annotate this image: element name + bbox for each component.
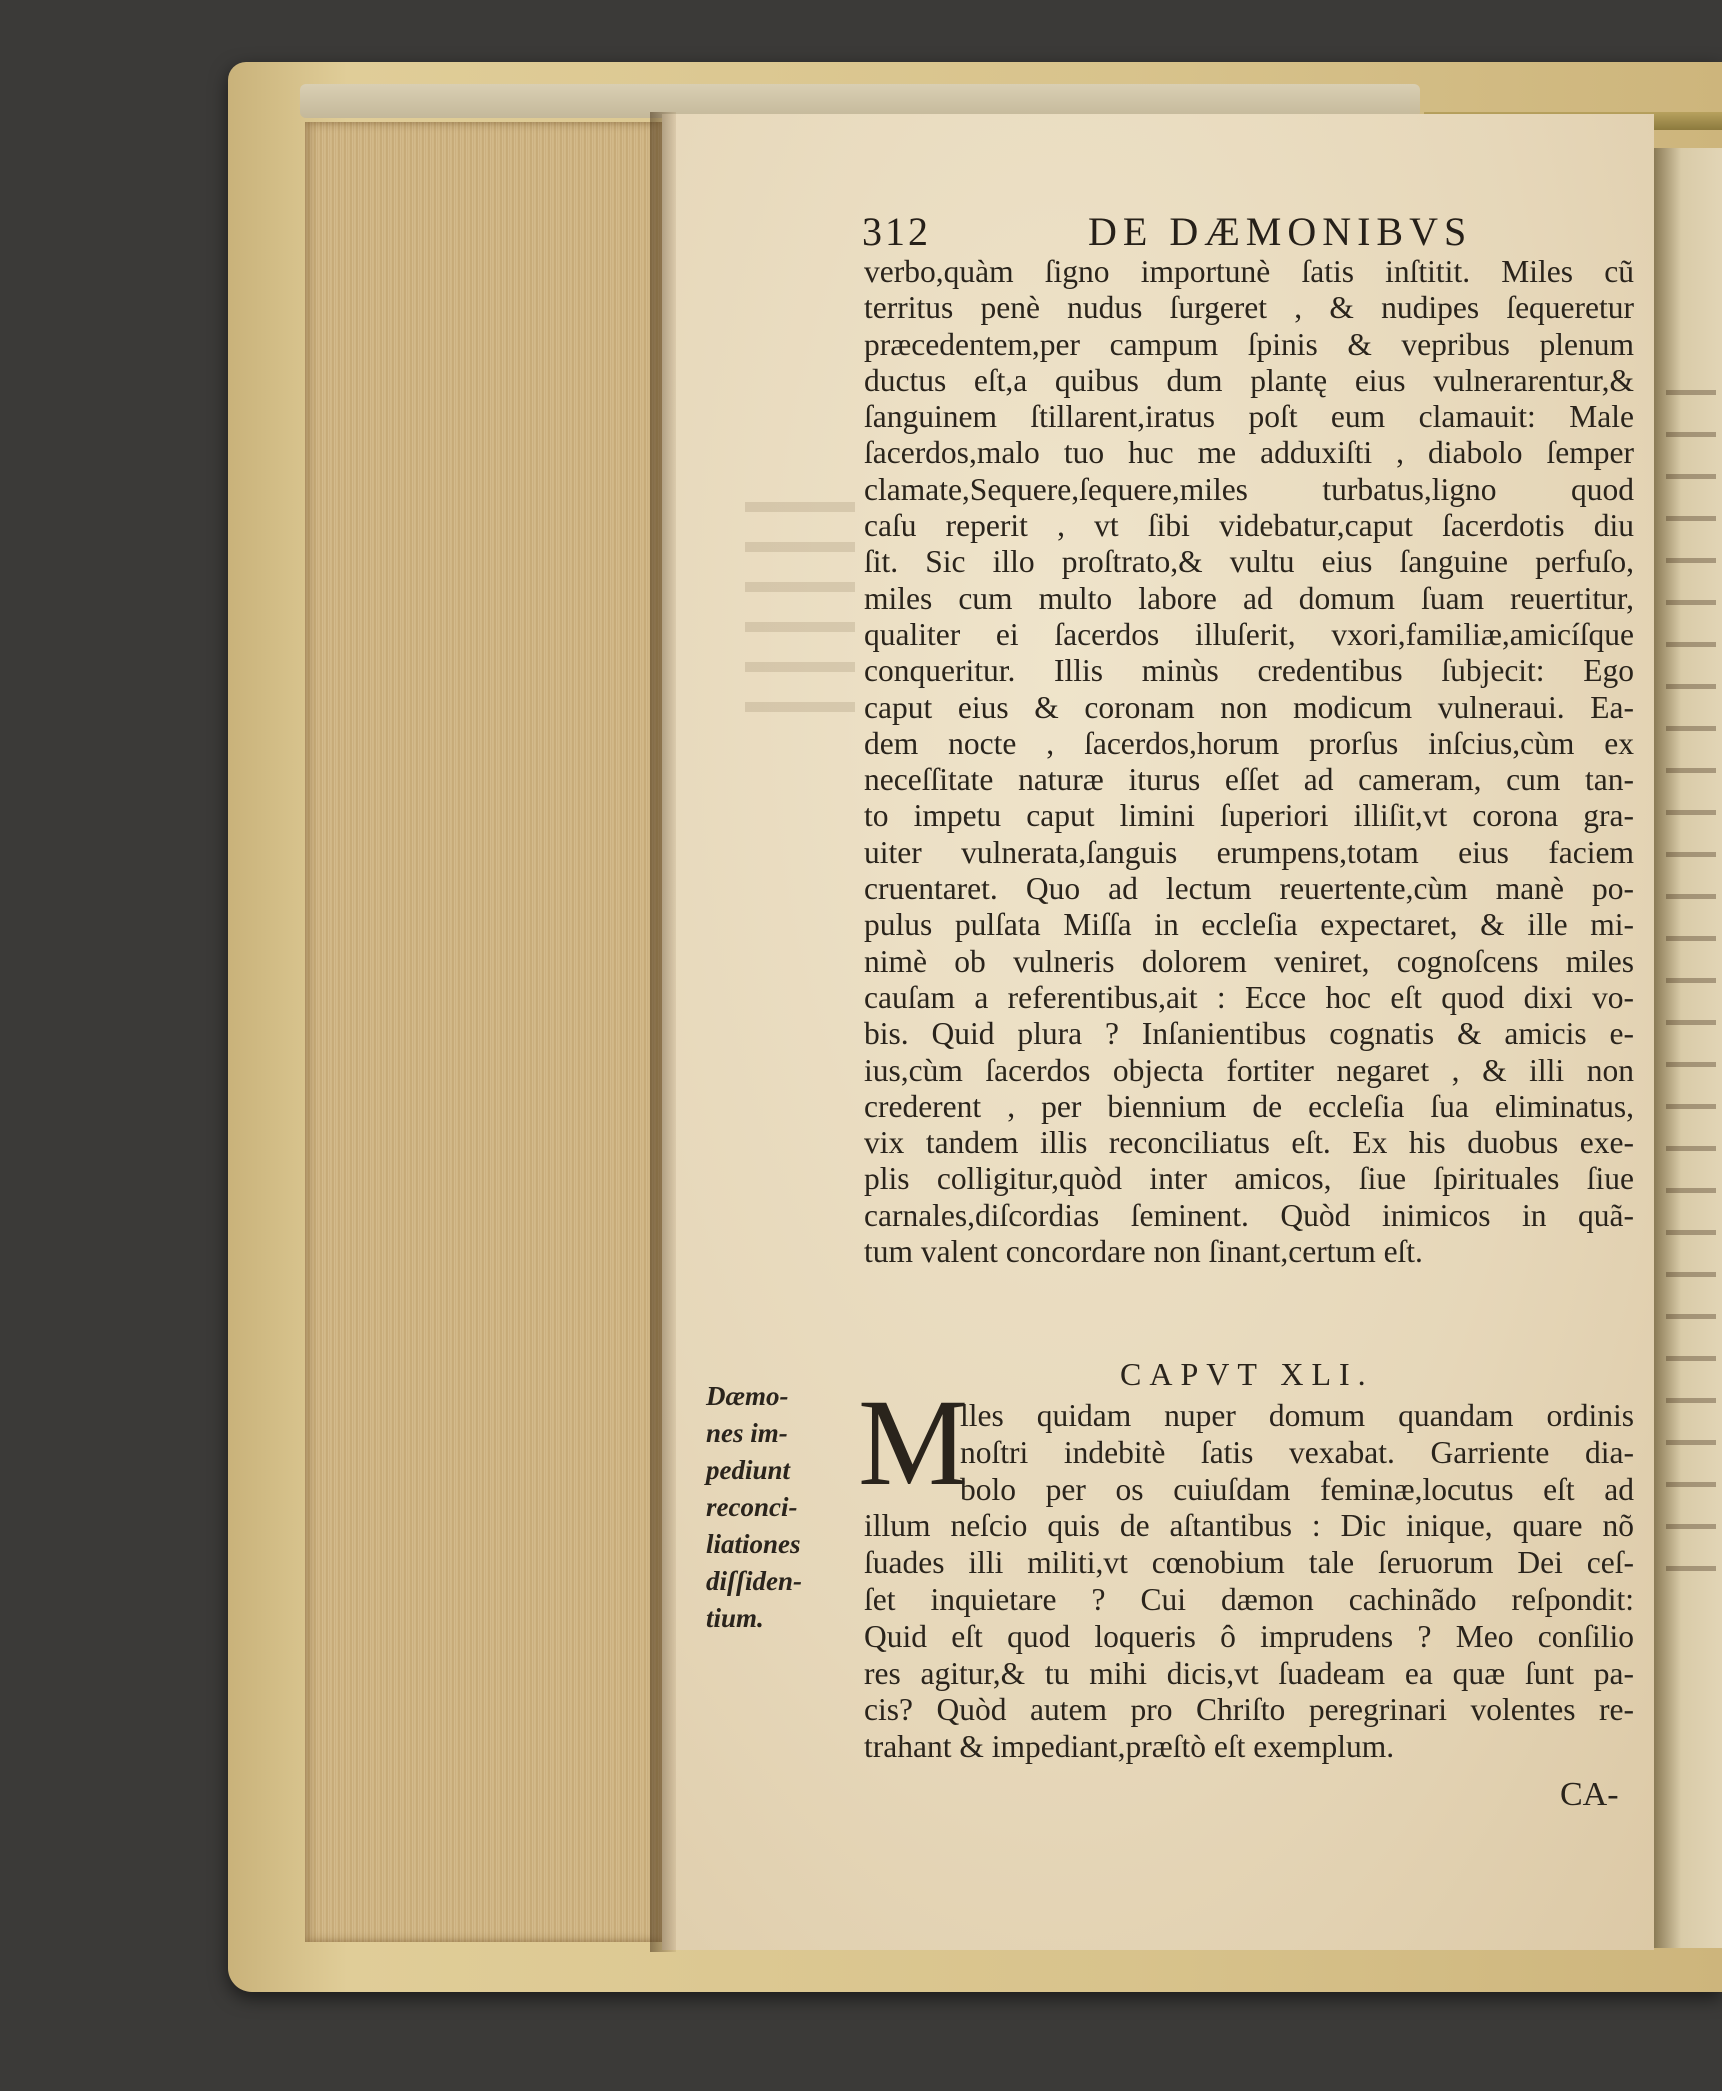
text-line: verbo,quàm ſigno importunè ſatis inſtitit. Miles cũ [864,254,1634,289]
text-line: præcedentem,per campum ſpinis & vepribus plenum [864,326,1634,362]
text-line: lles quidam nuper domum quandam ordinis [960,1398,1634,1433]
text-line: trahant & impediant,præſtò eſt exemplum. [864,1729,1395,1765]
marginal-note-line: pediunt [706,1455,791,1485]
running-head [862,208,1582,258]
main-text-block [864,254,1634,1270]
text-line: qualiter ei ſacerdos illuſerit, vxori,familiæ,amicíſque [864,616,1634,652]
text-line: cruentaret. Quo ad lectum reuertente,cùm manè po- [864,871,1634,907]
text-line: pulus pulſata Miſſa in eccleſia expectaret, & ille mi- [864,907,1634,943]
catchword: CA- [1560,1776,1619,1813]
marginal-note-line: tium. [706,1603,764,1633]
text-line: clamate,Sequere,ſequere,miles turbatus,ligno quod [864,471,1634,507]
text-line: cis? Quòd autem pro Chriſto peregrinari volentes re- [864,1692,1634,1728]
text-line: ius,cùm ſacerdos objecta fortiter negaret , & illi non [864,1052,1634,1088]
text-line: ſanguinem ſtillarent,iratus poſt eum clamauit: Male [864,399,1634,435]
text-line: tum valent concordare non ſinant,certum eſt. [864,1234,1423,1270]
chapter-heading: CAPVT XLI. [1120,1356,1374,1392]
binding-top-edge [300,84,1420,118]
text-line: bis. Quid plura ? Inſanientibus cognatis & amicis e- [864,1016,1634,1052]
text-line: ſit. Sic illo proſtrato,& vultu eius ſanguine perfuſo, [864,544,1634,580]
text-line: dem nocte , ſacerdos,horum prorſus inſcius,cùm ex [864,725,1634,761]
facing-page-text-fragment [1666,360,1716,1600]
marginal-note-line: reconci- [706,1492,798,1522]
text-line: illum neſcio quis de aſtantibus : Dic inique, quare nõ [864,1508,1634,1544]
text-line: to impetu caput limini ſuperiori illiſit,vt corona gra- [864,798,1634,834]
text-line: crederent , per biennium de eccleſia ſua eliminatus, [864,1088,1634,1124]
marginal-note [706,1378,836,1637]
page-edges-stack [305,122,663,1942]
drop-capital: M [858,1374,969,1511]
text-line: carnales,diſcordias ſeminent. Quòd inimicos in quã- [864,1197,1634,1233]
text-line: caſu reperit , vt ſibi videbatur,caput ſacerdotis diu [864,508,1634,544]
chapter-text-block [864,1398,1634,1766]
text-line: vix tandem illis reconciliatus eſt. Ex his duobus exe- [864,1125,1634,1161]
running-head-title: DE DÆMONIBVS [1088,209,1473,254]
text-line: neceſſitate naturæ iturus eſſet ad cameram, cum tan- [864,762,1634,798]
marginal-note-line: liationes [706,1529,801,1559]
page-number: 312 [862,209,931,254]
show-through-text [745,480,855,720]
text-line: Quid eſt quod loqueris ô imprudens ? Meo conſilio [864,1618,1634,1654]
page-gutter [650,112,676,1952]
text-line: ſacerdos,malo tuo huc me adduxiſti , diabolo ſemper [864,435,1634,471]
text-line: ſet inquietare ? Cui dæmon cachinãdo reſpondit: [864,1581,1634,1617]
text-line: cauſam a referentibus,ait : Ecce hoc eſt quod dixi vo- [864,979,1634,1015]
marginal-note-line: Dæmo- [706,1381,789,1411]
text-line: res agitur,& tu mihi dicis,vt ſuadeam ea quæ ſunt pa- [864,1655,1634,1691]
text-line: caput eius & coronam non modicum vulneraui. Ea- [864,689,1634,725]
marginal-note-line: nes im- [706,1418,788,1448]
text-line: ſuades illi militi,vt cœnobium tale ſeruorum Dei ceſ- [864,1545,1634,1581]
text-line: territus penè nudus ſurgeret , & nudipes ſequeretur [864,290,1634,326]
text-line: ductus eſt,a quibus dum plantę eius vulnerarentur,& [864,362,1634,398]
text-line: uiter vulnerata,ſanguis erumpens,totam eius faciem [864,834,1634,870]
text-line: noſtri indebitè ſatis vexabat. Garriente dia- [960,1434,1634,1470]
text-line: miles cum multo labore ad domum ſuam reuertitur, [864,580,1634,616]
text-line: conqueritur. Illis minùs credentibus ſubjecit: Ego [864,653,1634,689]
text-line: bolo per os cuiuſdam feminæ,locutus eſt ad [960,1471,1634,1507]
marginal-note-line: diſſiden- [706,1566,802,1596]
text-line: plis colligitur,quòd inter amicos, ſiue ſpirituales ſiue [864,1161,1634,1197]
text-line: nimè ob vulneris dolorem veniret, cognoſcens miles [864,943,1634,979]
